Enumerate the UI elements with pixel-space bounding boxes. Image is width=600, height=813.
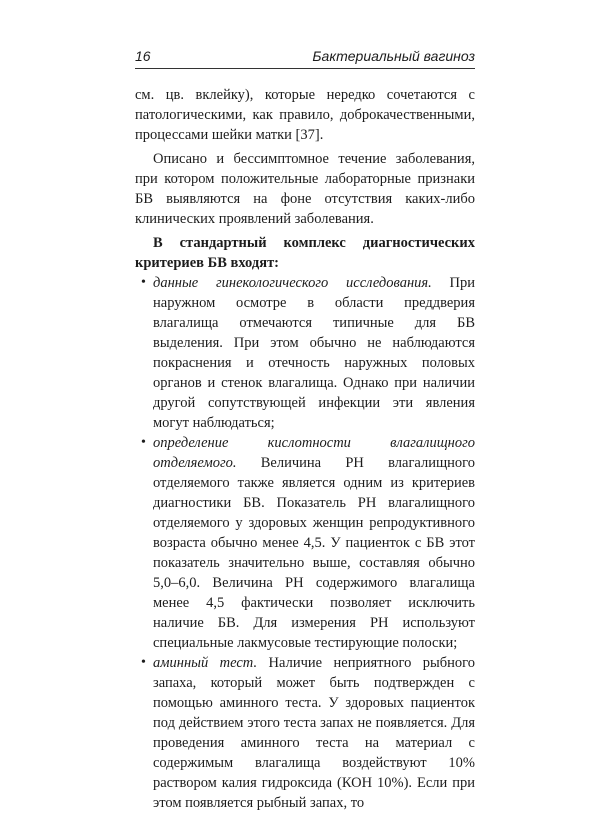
list-item: [135, 273, 475, 433]
list-item-text: Величина РН влагалищного отделяемого также является одним из критериев диагностики БВ. Показатель РН влагалищного отделяемого у здоровых женщин репродуктивного возраста обычно менее 4,5. У пациенток с БВ этот показатель значительно выше, составляя обычно 5,0–6,0. Величина РН содержимого влагалища менее 4,5 фактически позволяет исключить наличие БВ. Для измерения РН используют специальные лакмусовые тестирующие полоски;: [153, 455, 475, 651]
list-item: [135, 653, 475, 813]
criteria-list: [135, 273, 475, 813]
bullet-icon: •: [141, 435, 146, 450]
list-item: [135, 433, 475, 653]
bullet-icon: •: [141, 655, 146, 670]
running-title: Бактериальный вагиноз: [312, 48, 475, 64]
book-page: [135, 48, 475, 813]
body-text: [135, 85, 475, 813]
list-item-term: определение кислотности влагалищного отделяемого.: [153, 435, 475, 471]
list-item-term: аминный тест.: [153, 655, 258, 671]
list-item-term: данные гинекологического исследования.: [153, 275, 432, 291]
bullet-icon: •: [141, 275, 146, 290]
paragraph-3-criteria-heading: В стандартный комплекс диагностических критериев БВ входят:: [135, 235, 475, 271]
paragraph-2: Описано и бессимптомное течение заболевания, при котором положительные лабораторные признаки БВ выявляются на фоне отсутствия каких-либо клинических проявлений заболевания.: [135, 151, 475, 227]
running-header: [135, 48, 475, 69]
paragraph-1: см. цв. вклейку), которые нередко сочетаются с патологическими, как правило, доброкачественными, процессами шейки матки [37].: [135, 87, 475, 143]
list-item-text: Наличие неприятного рыбного запаха, который может быть подтвержден с помощью аминного теста. У здоровых пациенток под действием этого теста запах не появляется. Для проведения аминного теста на материал с содержимым влагалища воздействуют 10% раствором калия гидроксида (КОН 10%). Если при этом появляется рыбный запах, то: [153, 655, 475, 811]
page-number: 16: [135, 48, 151, 64]
list-item-text: При наружном осмотре в области преддверия влагалища отмечаются типичные для БВ выделения. При этом обычно не наблюдаются покраснения и отечность наружных половых органов и стенок влагалища. Однако при наличии другой сопутствующей инфекции эти явления могут наблюдаться;: [153, 275, 476, 431]
